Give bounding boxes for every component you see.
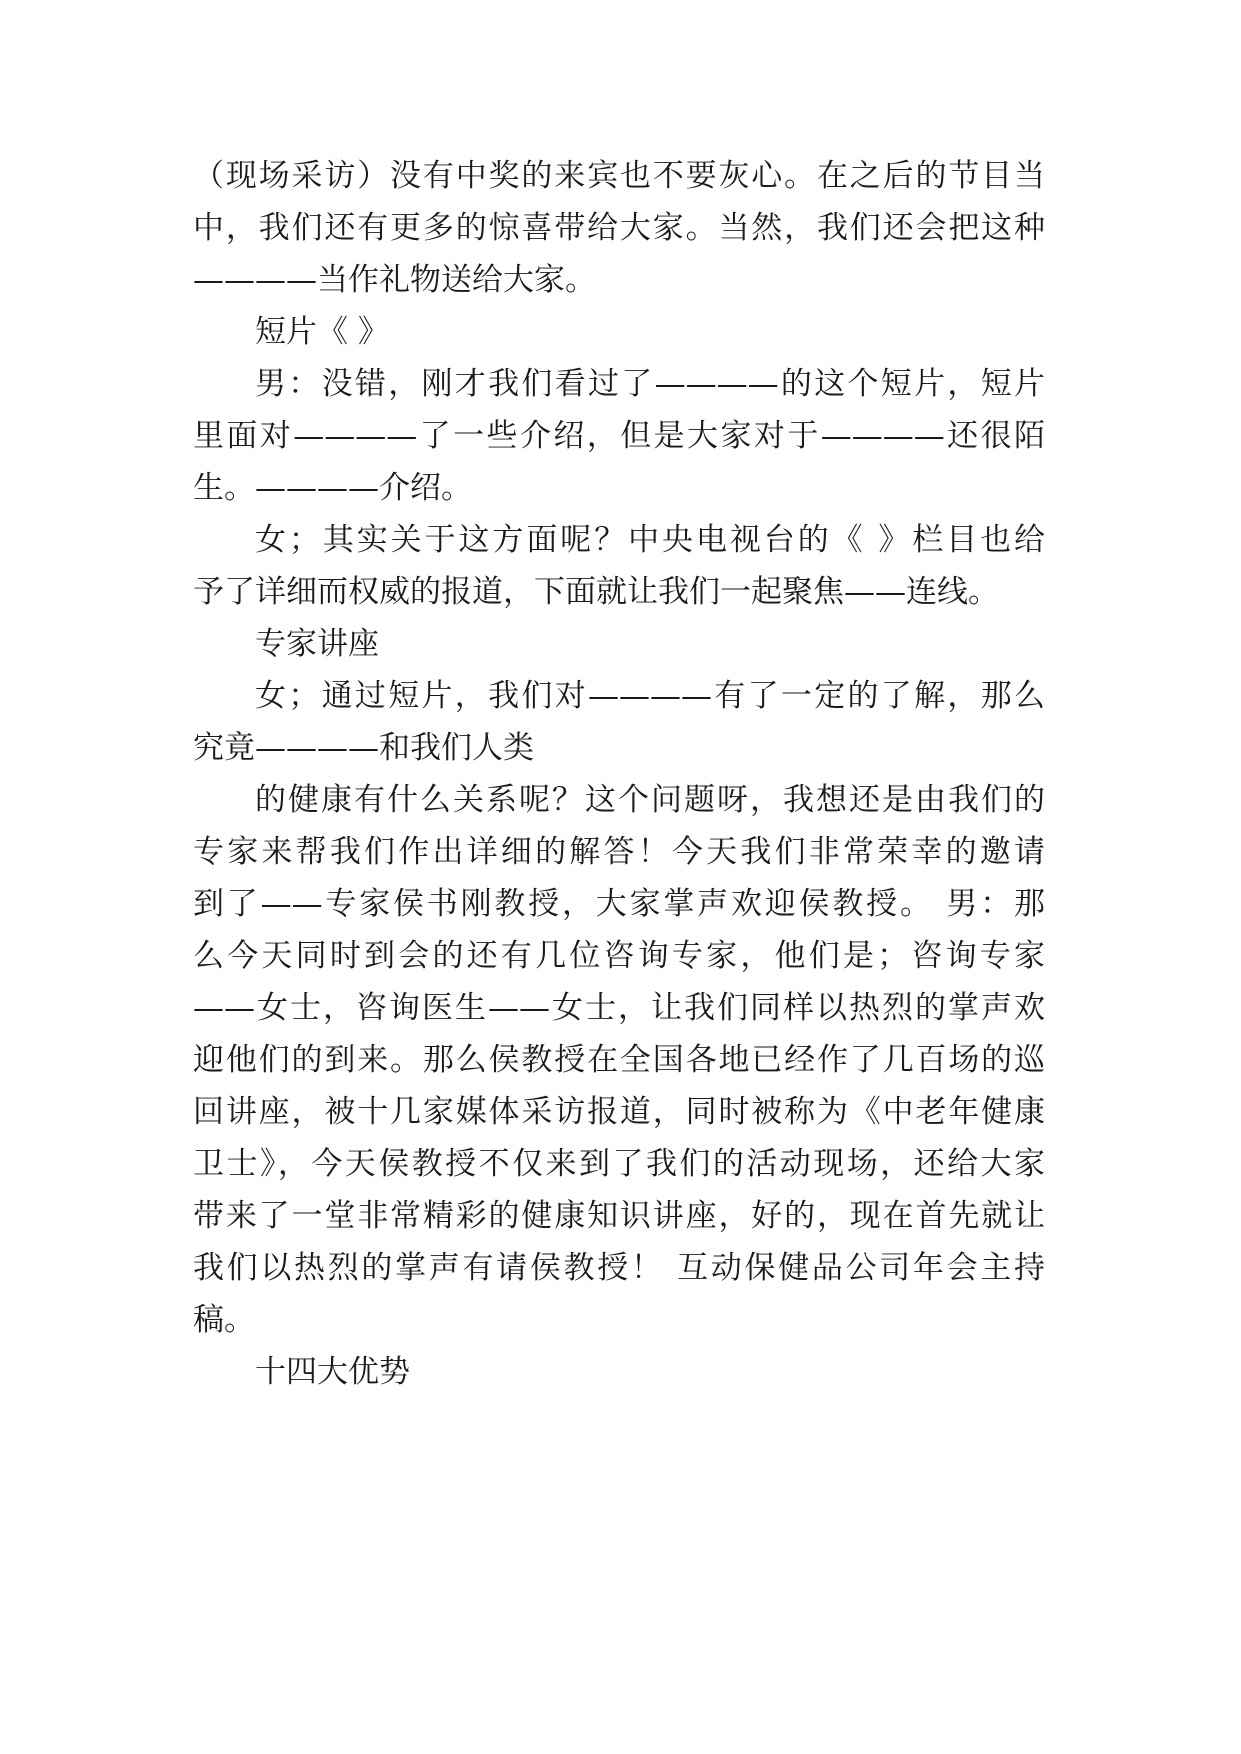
text-line: 里面对————了一些介绍，但是大家对于————还很陌 (193, 418, 1045, 454)
text-line: 专家来帮我们作出详细的解答！今天我们非常荣幸的邀请 (193, 834, 1045, 870)
text-line: 女；通过短片，我们对————有了一定的了解，那么 (255, 678, 1045, 714)
text-line: 到了——专家侯书刚教授，大家掌声欢迎侯教授。 男：那 (193, 886, 1045, 922)
section-heading-advantages: 十四大优势 (255, 1354, 410, 1390)
text-line: 稿。 (193, 1302, 255, 1338)
text-line: 的健康有什么关系呢？这个问题呀，我想还是由我们的 (255, 782, 1045, 818)
text-line: 生。————介绍。 (193, 470, 472, 506)
text-line: 女；其实关于这方面呢？中央电视台的《 》栏目也给 (255, 522, 1045, 558)
text-line: 迎他们的到来。那么侯教授在全国各地已经作了几百场的巡 (193, 1042, 1045, 1078)
text-line: 男：没错，刚才我们看过了————的这个短片，短片 (255, 366, 1045, 402)
text-line: 予了详细而权威的报道，下面就让我们一起聚焦——连线。 (193, 574, 999, 610)
text-line: 中，我们还有更多的惊喜带给大家。当然，我们还会把这种 (193, 210, 1045, 246)
text-line: 么今天同时到会的还有几位咨询专家，他们是；咨询专家 (193, 938, 1045, 974)
section-heading-short-film: 短片《 》 (255, 314, 389, 350)
text-line: 我们以热烈的掌声有请侯教授！ 互动保健品公司年会主持 (193, 1250, 1045, 1286)
section-heading-expert-lecture: 专家讲座 (255, 626, 379, 662)
text-line: 回讲座，被十几家媒体采访报道，同时被称为《中老年健康 (193, 1094, 1045, 1130)
text-line: 究竟————和我们人类 (193, 730, 534, 766)
text-line: 带来了一堂非常精彩的健康知识讲座，好的，现在首先就让 (193, 1198, 1045, 1234)
text-line: ——女士，咨询医生——女士，让我们同样以热烈的掌声欢 (193, 990, 1045, 1026)
text-line: ————当作礼物送给大家。 (193, 262, 596, 298)
text-line: 卫士》，今天侯教授不仅来到了我们的活动现场，还给大家 (193, 1146, 1045, 1182)
text-line: （现场采访）没有中奖的来宾也不要灰心。在之后的节目当 (193, 158, 1045, 194)
